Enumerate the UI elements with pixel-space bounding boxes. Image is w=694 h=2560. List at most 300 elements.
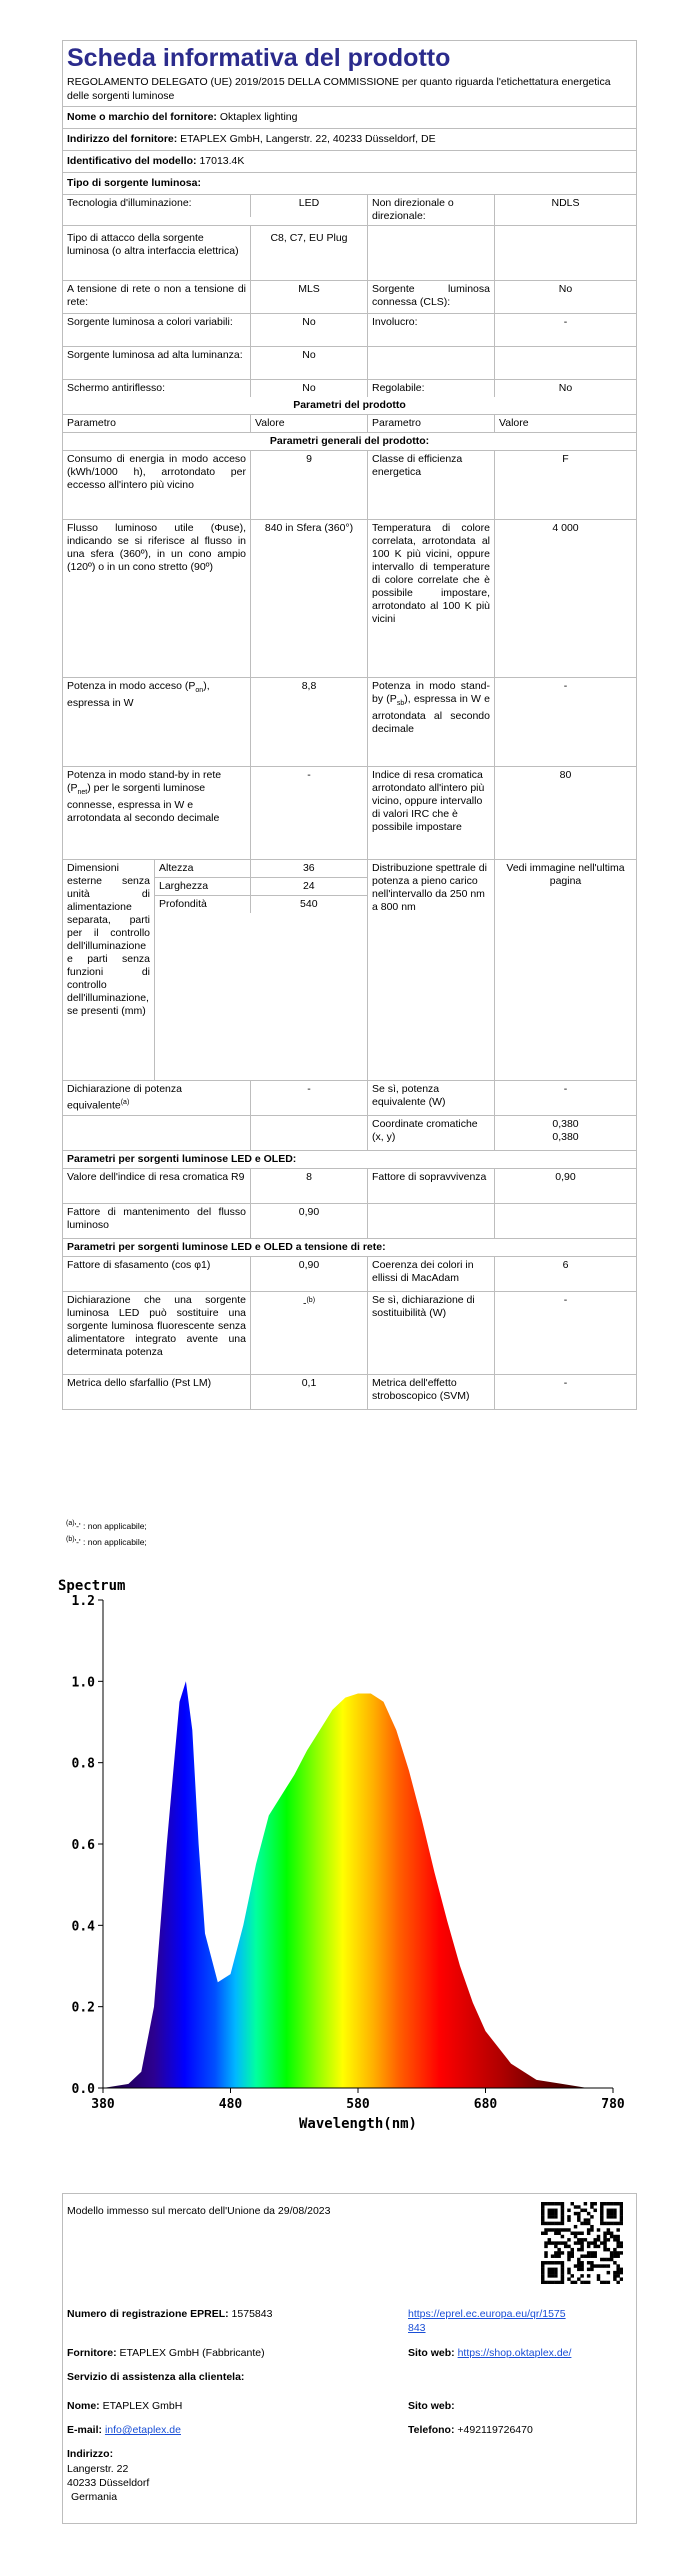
table-row: [63, 767, 636, 860]
qr-module: [557, 2241, 560, 2244]
type-value-2: [495, 226, 636, 280]
qr-module: [610, 2209, 613, 2212]
dimensions-subtable: [155, 860, 368, 1080]
qr-module: [571, 2232, 574, 2235]
qr-module: [548, 2281, 551, 2284]
footer-panel: [62, 2193, 637, 2524]
qr-module: [548, 2268, 551, 2271]
power-net-tail: ) per le sorgenti luminose connesse, espressa in W e arrotondata al secondo decimale: [67, 782, 220, 825]
qr-module: [554, 2261, 557, 2264]
qr-module: [593, 2238, 596, 2241]
general-heading: Parametri generali del prodotto:: [269, 435, 430, 447]
qr-module: [600, 2202, 603, 2205]
qr-module: [571, 2254, 574, 2257]
qr-module: [600, 2209, 603, 2212]
footnote-a-text: '-' : non applicabile;: [74, 1520, 147, 1531]
footer-supplier-value: ETAPLEX GmbH (Fabbricante): [119, 2347, 265, 2359]
phone-value: +492119726470: [457, 2424, 533, 2436]
qr-module: [554, 2254, 557, 2257]
qr-module: [593, 2241, 596, 2244]
power-on-label: Potenza in modo acceso (P: [67, 680, 196, 692]
qr-module: [544, 2281, 547, 2284]
qr-module: [610, 2254, 613, 2257]
qr-module: [607, 2258, 610, 2261]
qr-module: [587, 2232, 590, 2235]
qr-module: [620, 2222, 623, 2225]
qr-module: [561, 2277, 564, 2280]
product-information-sheet: [62, 40, 637, 1410]
qr-module: [597, 2228, 600, 2231]
param-key: Consumo di energia in modo acceso (kWh/1000 h), arrotondato per eccesso all'intero più vicino: [63, 451, 251, 519]
qr-module: [620, 2277, 623, 2280]
spectral-value: Vedi immagine nell'ultima pagina: [506, 862, 625, 887]
params-heading: Parametri del prodotto: [293, 399, 406, 411]
col-header-parameter-2: Parametro: [368, 415, 495, 432]
mains-value: [251, 1292, 368, 1374]
qr-module: [580, 2254, 583, 2257]
qr-module: [541, 2268, 544, 2271]
qr-module: [603, 2235, 606, 2238]
led-value-2: 0,90: [555, 1171, 576, 1183]
qr-module: [580, 2245, 583, 2248]
qr-module: [600, 2218, 603, 2221]
table-row: [63, 678, 636, 767]
cri-key: Indice di resa cromatica arrotondato all'intero più vicino, oppure intervallo di valori IRC che è possibile impostare: [368, 767, 495, 859]
equiv-power-key: Se sì, potenza equivalente (W): [368, 1081, 495, 1115]
qr-module: [574, 2235, 577, 2238]
source-type-heading: Tipo di sorgente luminosa:: [67, 177, 201, 189]
qr-module: [610, 2202, 613, 2205]
qr-module: [590, 2241, 593, 2244]
type-value: No: [251, 380, 368, 397]
qr-module: [590, 2215, 593, 2218]
qr-module: [593, 2245, 596, 2248]
qr-module: [616, 2245, 619, 2248]
qr-module: [554, 2215, 557, 2218]
mains-key: Dichiarazione che una sorgente luminosa LED può sostituire una sorgente luminosa fluorescente senza alimentatore integrato avente una determinata potenza: [63, 1292, 251, 1374]
type-rows: [63, 195, 636, 397]
model-value: 17013.4K: [199, 155, 245, 167]
equiv-key: [63, 1081, 251, 1115]
qr-module: [616, 2264, 619, 2267]
qr-module: [577, 2218, 580, 2221]
qr-module: [613, 2251, 616, 2254]
qr-module: [554, 2274, 557, 2277]
qr-module: [620, 2205, 623, 2208]
qr-module: [590, 2268, 593, 2271]
qr-module: [600, 2264, 603, 2267]
qr-module: [597, 2274, 600, 2277]
type-value-2: [495, 347, 636, 379]
qr-module: [590, 2205, 593, 2208]
qr-module: [616, 2238, 619, 2241]
table-row: [63, 281, 636, 314]
qr-module: [541, 2202, 544, 2205]
footnote-b-text: '-' : non applicabile;: [74, 1536, 147, 1547]
qr-module: [580, 2238, 583, 2241]
qr-module: [603, 2248, 606, 2251]
qr-module: [541, 2215, 544, 2218]
qr-module: [590, 2251, 593, 2254]
table-row: [63, 1169, 636, 1204]
params-heading-row: [63, 397, 636, 415]
qr-module: [620, 2268, 623, 2271]
eprel-label: Numero di registrazione EPREL:: [67, 2308, 229, 2320]
power-sb-label: Potenza in modo stand-by (P: [372, 680, 490, 705]
qr-module: [541, 2218, 544, 2221]
qr-module: [541, 2232, 544, 2235]
y-tick-label: 0.0: [71, 2082, 95, 2097]
table-row: [63, 195, 636, 226]
qr-module: [551, 2271, 554, 2274]
qr-module: [600, 2281, 603, 2284]
qr-module: [571, 2274, 574, 2277]
eprel-number: [67, 2307, 272, 2321]
qr-module: [561, 2268, 564, 2271]
qr-module: [600, 2241, 603, 2244]
qr-module: [593, 2264, 596, 2267]
type-value-2: NDLS: [551, 197, 580, 209]
qr-module: [548, 2215, 551, 2218]
qr-module: [541, 2274, 544, 2277]
dim-key: Altezza: [155, 860, 251, 877]
qr-module: [561, 2281, 564, 2284]
qr-module: [616, 2202, 619, 2205]
qr-module: [561, 2274, 564, 2277]
y-tick-label: 0.4: [71, 1919, 95, 1935]
power-net-sub: net: [77, 789, 88, 797]
qr-module: [548, 2238, 551, 2241]
qr-module: [548, 2271, 551, 2274]
qr-module: [567, 2245, 570, 2248]
qr-module: [577, 2232, 580, 2235]
eprel-link[interactable]: https://eprel.ec.europa.eu/qr/1575843: [408, 2308, 566, 2334]
qr-module: [597, 2277, 600, 2280]
dim-key: Larghezza: [155, 878, 251, 895]
qr-module: [548, 2274, 551, 2277]
qr-module: [551, 2228, 554, 2231]
qr-module: [580, 2222, 583, 2225]
qr-module: [548, 2241, 551, 2244]
qr-module: [544, 2232, 547, 2235]
qr-module: [544, 2245, 547, 2248]
qr-module: [557, 2228, 560, 2231]
qr-module: [620, 2215, 623, 2218]
qr-module: [541, 2205, 544, 2208]
qr-module: [620, 2202, 623, 2205]
qr-module: [600, 2258, 603, 2261]
qr-module: [584, 2281, 587, 2284]
qr-module: [580, 2232, 583, 2235]
qr-module: [548, 2222, 551, 2225]
email-link[interactable]: info@etaplex.de: [104, 2424, 181, 2436]
table-row: [63, 1081, 636, 1116]
qr-module: [557, 2248, 560, 2251]
mains-value: 0,90: [251, 1257, 368, 1291]
qr-module: [574, 2264, 577, 2267]
supplier-value: Oktaplex lighting: [219, 111, 298, 123]
qr-module: [613, 2254, 616, 2257]
qr-module: [561, 2235, 564, 2238]
qr-module: [567, 2228, 570, 2231]
param-value: 840 in Sfera (360°): [251, 520, 368, 677]
mains-value-2: 6: [562, 1259, 569, 1271]
qr-module: [577, 2268, 580, 2271]
qr-module: [580, 2264, 583, 2267]
qr-module: [603, 2245, 606, 2248]
qr-module: [616, 2254, 619, 2257]
power-on-tail: ), espressa in W: [67, 680, 210, 710]
qr-module: [551, 2202, 554, 2205]
qr-module: [613, 2202, 616, 2205]
dim-value: 24: [302, 880, 315, 892]
mains-key-2: Metrica dell'effetto stroboscopico (SVM): [368, 1375, 495, 1409]
mains-value-2: -: [563, 1294, 568, 1306]
type-key: Tipo di attacco della sorgente luminosa (o altra interfaccia elettrica): [63, 226, 251, 280]
table-row: [63, 347, 636, 380]
qr-module: [587, 2245, 590, 2248]
x-tick-label: 480: [218, 2097, 243, 2112]
param-key: Flusso luminoso utile (Φuse), indicando se si riferisce al flusso in una sfera (360º), in un cono ampio (120º) o in un cono stretto (90º): [63, 520, 251, 677]
param-key-2: Classe di efficienza energetica: [368, 451, 495, 519]
qr-module: [587, 2274, 590, 2277]
supplier-info: [67, 2346, 265, 2360]
qr-module: [557, 2222, 560, 2225]
qr-module: [544, 2228, 547, 2231]
qr-module: [620, 2209, 623, 2212]
footer-supplier-label: Fornitore:: [67, 2347, 117, 2359]
qr-module: [544, 2202, 547, 2205]
power-on-key: [63, 678, 251, 766]
qr-module: [557, 2232, 560, 2235]
service-name-value: ETAPLEX GmbH: [102, 2400, 183, 2412]
qr-module: [603, 2281, 606, 2284]
qr-module: [613, 2261, 616, 2264]
qr-module: [577, 2241, 580, 2244]
power-on-sub: on: [195, 687, 204, 695]
qr-module: [577, 2261, 580, 2264]
qr-module: [587, 2218, 590, 2221]
qr-module: [613, 2238, 616, 2241]
qr-module: [607, 2264, 610, 2267]
qr-module: [561, 2271, 564, 2274]
qr-module: [574, 2232, 577, 2235]
qr-module: [613, 2215, 616, 2218]
qr-module: [587, 2212, 590, 2215]
type-key: Tecnologia d'illuminazione:: [63, 195, 251, 217]
qr-module: [561, 2218, 564, 2221]
qr-module: [593, 2202, 596, 2205]
table-row: [63, 1204, 636, 1239]
led-key-2: [368, 1204, 495, 1238]
table-row: [63, 451, 636, 520]
qr-module: [616, 2228, 619, 2231]
qr-module: [620, 2218, 623, 2221]
qr-module: [574, 2205, 577, 2208]
qr-module: [597, 2245, 600, 2248]
qr-module: [580, 2209, 583, 2212]
qr-module: [571, 2248, 574, 2251]
qr-module: [571, 2281, 574, 2284]
qr-module: [616, 2268, 619, 2271]
qr-module: [620, 2245, 623, 2248]
customer-service-label: Servizio di assistenza alla clientela:: [67, 2371, 245, 2383]
market-date: Modello immesso sul mercato dell'Unione da 29/08/2023: [67, 2205, 331, 2217]
param-value-2: F: [562, 453, 569, 465]
qr-module: [554, 2251, 557, 2254]
power-standby-value: -: [563, 680, 568, 692]
col-header-parameter: Parametro: [63, 415, 251, 432]
qr-module: [587, 2228, 590, 2231]
dimensions-key: Dimensioni esterne senza unità di alimentazione separata, parti per il controllo dell'illuminazione e parti senza funzioni di controllo dell'illuminazione, se presenti (mm): [63, 860, 155, 1080]
power-standby-key: [368, 678, 495, 766]
qr-module: [587, 2254, 590, 2257]
mains-value-2: -: [563, 1377, 568, 1389]
qr-module: [554, 2241, 557, 2244]
qr-module: [610, 2215, 613, 2218]
qr-module: [541, 2209, 544, 2212]
qr-module: [554, 2209, 557, 2212]
qr-module: [603, 2222, 606, 2225]
qr-module: [587, 2241, 590, 2244]
spectrum-chart: [48, 1576, 638, 2136]
qr-module: [554, 2222, 557, 2225]
qr-module: [567, 2218, 570, 2221]
qr-module: [590, 2225, 593, 2228]
qr-module: [610, 2232, 613, 2235]
qr-module: [577, 2277, 580, 2280]
table-row: [63, 1257, 636, 1292]
qr-module: [577, 2212, 580, 2215]
led-value: 0,90: [251, 1204, 368, 1238]
led-heading: Parametri per sorgenti luminose LED e OLED:: [67, 1153, 297, 1165]
table-row: [63, 1116, 636, 1151]
table-row: [63, 380, 636, 397]
qr-module: [564, 2228, 567, 2231]
chromaticity-y: 0,380: [552, 1131, 579, 1143]
col-header-value-2: Valore: [499, 417, 529, 429]
qr-module: [551, 2274, 554, 2277]
qr-module: [603, 2232, 606, 2235]
qr-module: [607, 2202, 610, 2205]
qr-module: [557, 2281, 560, 2284]
qr-module: [577, 2264, 580, 2267]
qr-module: [567, 2215, 570, 2218]
table-row: [63, 1292, 636, 1375]
mains-key-2: Se sì, dichiarazione di sostituibilità (W): [368, 1292, 495, 1374]
dim-value: 540: [300, 898, 318, 910]
footnote-a: [66, 1517, 147, 1533]
type-key-2: Sorgente luminosa connessa (CLS):: [368, 281, 495, 313]
power-net-label: Potenza in modo stand-by in rete (P: [67, 769, 222, 794]
qr-module: [620, 2271, 623, 2274]
qr-module: [544, 2254, 547, 2257]
qr-module: [610, 2251, 613, 2254]
qr-module: [580, 2241, 583, 2244]
qr-module: [541, 2261, 544, 2264]
y-axis: [72, 1594, 103, 2097]
type-key: Sorgente luminosa ad alta luminanza:: [63, 347, 251, 379]
qr-module: [590, 2261, 593, 2264]
qr-module: [567, 2209, 570, 2212]
qr-module: [554, 2212, 557, 2215]
qr-module: [554, 2202, 557, 2205]
qr-module: [567, 2254, 570, 2257]
qr-module: [603, 2238, 606, 2241]
qr-module: [561, 2202, 564, 2205]
qr-module: [544, 2261, 547, 2264]
qr-module: [590, 2264, 593, 2267]
spectrum-area: [103, 1681, 613, 2088]
page-title: Scheda informativa del prodotto: [67, 44, 451, 72]
qr-module: [620, 2241, 623, 2244]
chromaticity-key: Coordinate cromatiche (x, y): [368, 1116, 495, 1150]
spectral-key: Distribuzione spettrale di potenza a pieno carico nell'intervallo da 250 nm a 800 nm: [368, 860, 495, 1080]
website-link[interactable]: https://shop.oktaplex.de/: [457, 2347, 572, 2359]
qr-module: [603, 2241, 606, 2244]
qr-module: [616, 2251, 619, 2254]
qr-module: [551, 2261, 554, 2264]
param-key-2: Temperatura di colore correlata, arrotondata al 100 K più vicini, oppure intervallo di temperature di colore correlate che è possibile impostare, arrotondato al 100 K più vicini: [368, 520, 495, 677]
power-sb-tail: ), espressa in W e arrotondata al secondo decimale: [372, 693, 490, 736]
cri-value: 80: [559, 769, 572, 781]
qr-module: [587, 2251, 590, 2254]
qr-module: [620, 2212, 623, 2215]
service-name: [67, 2399, 182, 2413]
type-key-2: Regolabile:: [368, 380, 495, 397]
qr-module: [554, 2228, 557, 2231]
y-tick-label: 0.6: [71, 1838, 95, 1853]
qr-module: [580, 2268, 583, 2271]
x-axis-label: Wavelength(nm): [298, 2116, 418, 2132]
qr-module: [554, 2232, 557, 2235]
qr-module: [613, 2209, 616, 2212]
qr-module: [590, 2228, 593, 2231]
dim-key: Profondità: [155, 896, 251, 913]
qr-module: [567, 2251, 570, 2254]
qr-module: [551, 2254, 554, 2257]
mains-heading: Parametri per sorgenti luminose LED e OLED a tensione di rete:: [67, 1241, 386, 1253]
qr-module: [551, 2215, 554, 2218]
qr-code[interactable]: [541, 2202, 623, 2284]
model-row: [63, 151, 636, 173]
qr-module: [616, 2274, 619, 2277]
mains-value: 0,1: [251, 1375, 368, 1409]
param-value-2: 4 000: [552, 522, 579, 534]
qr-module: [600, 2205, 603, 2208]
power-net-key: [63, 767, 251, 859]
qr-module: [557, 2251, 560, 2254]
table-row: [155, 878, 367, 896]
led-key: Fattore di mantenimento del flusso luminoso: [63, 1204, 251, 1238]
qr-module: [541, 2281, 544, 2284]
qr-module: [557, 2261, 560, 2264]
qr-module: [577, 2248, 580, 2251]
qr-module: [574, 2281, 577, 2284]
email-label: E-mail:: [67, 2424, 103, 2436]
qr-module: [590, 2202, 593, 2205]
qr-module: [607, 2209, 610, 2212]
column-header-row: [63, 415, 636, 433]
website-info: [408, 2346, 571, 2360]
qr-module: [584, 2209, 587, 2212]
qr-module: [590, 2254, 593, 2257]
x-tick-label: 780: [601, 2097, 625, 2112]
qr-module: [607, 2238, 610, 2241]
qr-module: [577, 2258, 580, 2261]
qr-module: [616, 2235, 619, 2238]
website-label: Sito web:: [408, 2347, 455, 2359]
